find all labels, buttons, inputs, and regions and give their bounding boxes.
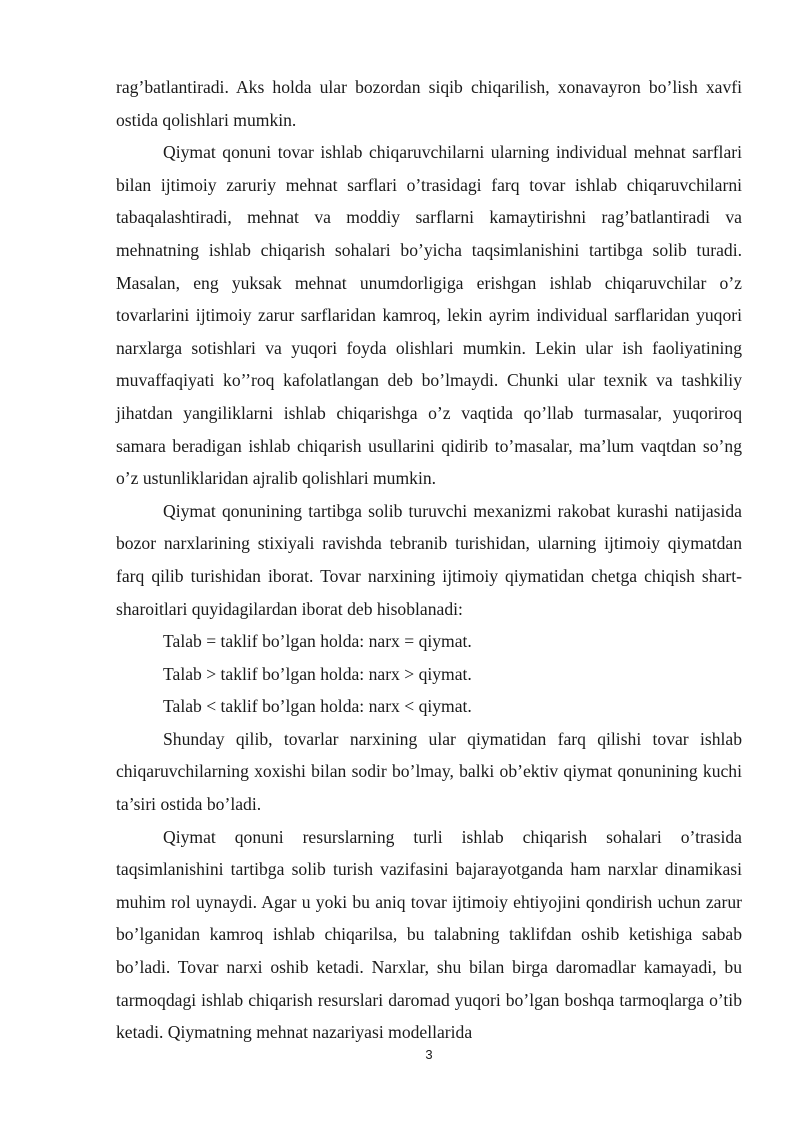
document-body [116,71,742,1049]
paragraph-regulating-mechanism: Qiymat qonunining tartibga solib turuvchi mexanizmi rakobat kurashi natijasida bozor narxlarining stixiyali ravishda tebranib turishidan, ularning ijtimoiy qiymatdan farq qilib turishidan iborat. Tovar narxining ijtimoiy qiymatidan chetga chiqish shart-sharoitlari quyidagilardan iborat deb hisoblanadi: [116,500,742,619]
paragraph-resource-allocation: Qiymat qonuni resurslarning turli ishlab chiqarish sohalari o’trasida taqsimlanishini tartibga solib turish vazifasini bajarayotganda ham narxlar dinamikasi muhim rol uynaydi. Agar u yoki bu aniq tovar ijtimoiy ehtiyojini qondirish uchun zarur bo’lganidan kamroq ishlab chiqarilsa, bu talabning taklifdan oshib ketishiga sabab bo’ladi. Tovar narxi oshib ketadi. Narxlar, shu bilan birga daromadlar kamayadi, bu tarmoqdagi ishlab chiqarish resurslari daromad yuqori bo’lgan boshqa tarmoqlarga o’tib ketadi. Qiymatning mehnat nazariyasi modellarida [116,826,742,1043]
page-number: 3 [425,1047,433,1062]
condition-less: Talab < taklif bo’lgan holda: narx < qiymat. [163,696,472,717]
condition-greater: Talab > taklif bo’lgan holda: narx > qiymat. [163,663,472,684]
condition-equal: Talab = taklif bo’lgan holda: narx = qiymat. [163,631,472,652]
paragraph-continuation: rag’batlantiradi. Aks holda ular bozordan siqib chiqarilish, xonavayron bo’lish xavfi ostida qolishlari mumkin. [116,77,742,130]
paragraph-conclusion: Shunday qilib, tovarlar narxining ular qiymatidan farq qilishi tovar ishlab chiqaruvchilarning xoxishi bilan sodir bo’lmay, balki ob’ektiv qiymat qonunining kuchi ta’siri ostida bo’ladi. [116,728,742,815]
paragraph-value-law-differentiation: Qiymat qonuni tovar ishlab chiqaruvchilarni ularning individual mehnat sarflari bilan ijtimoiy zaruriy mehnat sarflari o’trasidagi farq tovar ishlab chiqaruvchilarni tabaqalashtiradi, mehnat va moddiy sarflarni kamaytirishni rag’batlantiradi va mehnatning ishlab chiqarish sohalari bo’yicha taqsimlanishini tartibga solib turadi. Masalan, eng yuksak mehnat unumdorligiga erishgan ishlab chiqaruvchilar o’z tovarlarini ijtimoiy zarur sarflaridan kamroq, lekin ayrim individual sarflaridan yuqori narxlarga sotishlari va yuqori foyda olishlari mumkin. Lekin ular ish faoliyatining muvaffaqiyati ko’’roq kafolatlangan deb bo’lmaydi. Chunki ular texnik va tashkiliy jihatdan yangiliklarni ishlab chiqarishga o’z vaqtida qo’llab turmasalar, yuqoriroq samara beradigan ishlab chiqarish usullarini qidirib to’masalar, ma’lum vaqtdan so’ng o’z ustunliklaridan ajralib qolishlari mumkin. [116,142,742,489]
